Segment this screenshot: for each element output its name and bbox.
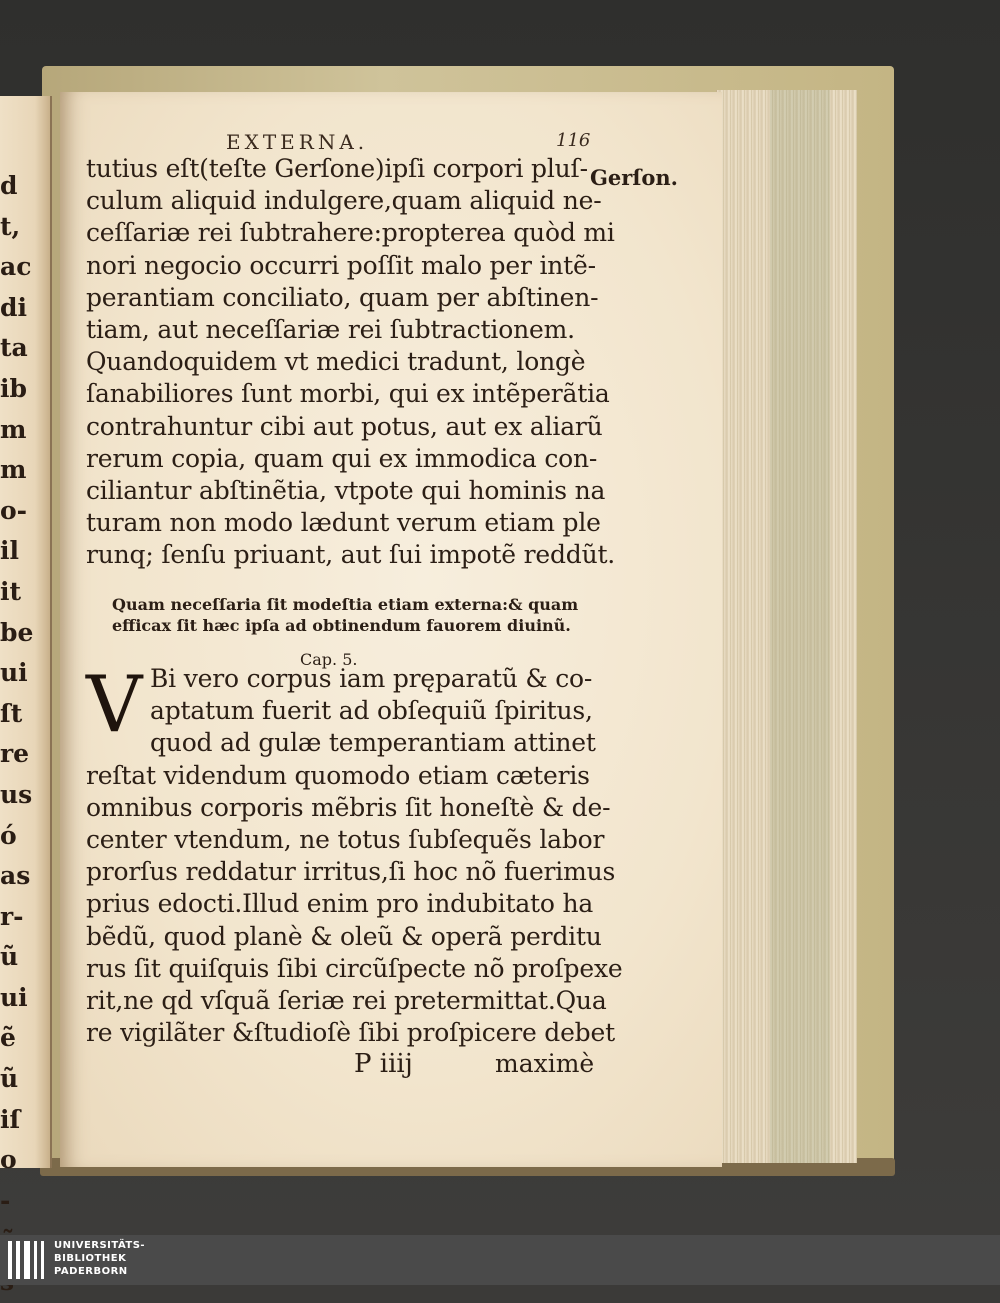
text-line: center vtendum, ne totus ſubſequẽs labor — [86, 824, 605, 854]
previous-page-fragment: r- — [0, 901, 24, 931]
previous-page-fragment: ſt — [0, 698, 23, 728]
text-line: aptatum fuerit ad obſequiũ ſpiritus, — [150, 696, 593, 726]
text-line: contrahuntur cibi aut potus, aut ex aliarũ — [86, 411, 603, 441]
library-footer-bar — [0, 1235, 1000, 1285]
previous-page-fragment: ũ — [0, 942, 19, 972]
previous-page-fragment: us — [0, 779, 33, 809]
text-line: prius edocti.Illud enim pro indubitato ha — [86, 889, 594, 919]
previous-page-fragment: d — [0, 171, 18, 200]
chapter-number: Cap. 5. — [300, 650, 358, 669]
logo-line: PADERBORN — [54, 1266, 128, 1277]
logo-line: UNIVERSITÄTS- — [54, 1240, 146, 1251]
margin-note: Gerſon. — [590, 165, 678, 190]
previous-page-fragment: ũ — [0, 1064, 19, 1094]
signature-mark: P iiij — [354, 1049, 413, 1079]
paragraph-1 — [86, 153, 616, 571]
previous-page-fragment: it — [0, 576, 22, 606]
previous-page-fragment: o — [0, 1145, 17, 1175]
previous-page-fragment: ẽ — [0, 1023, 16, 1053]
previous-page-text-fragments — [0, 166, 34, 1303]
text-line: culum aliquid indulgere,quam aliquid ne- — [86, 186, 602, 216]
text-line: rerum copia, quam qui ex immodica con- — [86, 443, 598, 473]
text-line: ſanabiliores ſunt morbi, qui ex intẽperãtia — [86, 379, 610, 409]
text-line: runq; ſenſu priuant, aut ſui impotẽ reddũt. — [86, 540, 616, 570]
page-number: 116 — [556, 130, 591, 151]
text-line: nori negocio occurri poſſit malo per intẽ- — [86, 250, 596, 280]
previous-page-fragment: as — [0, 861, 31, 891]
text-line: re vigilãter &ſtudioſè ſibi proſpicere debet — [86, 1018, 615, 1048]
text-line: rit,ne qd vſquã ſeriæ rei pretermittat.Qua — [86, 985, 607, 1015]
previous-page-fragment: t, — [0, 211, 21, 241]
text-line: omnibus corporis mẽbris ſit honeſtè & de- — [86, 792, 611, 822]
previous-page-fragment: ó — [0, 820, 17, 850]
previous-page-edge — [0, 96, 52, 1215]
fore-edge-staining — [770, 90, 830, 1163]
previous-page-fragment: ac — [0, 252, 32, 282]
previous-page-fragment: be — [0, 617, 34, 647]
text-line: rus ſit quiſquis ſibi circũſpecte nõ proſpexe — [86, 953, 623, 983]
paragraph-2 — [86, 660, 623, 1049]
library-logo-icon — [8, 1241, 44, 1279]
library-logo-text — [54, 1239, 145, 1278]
previous-page-fragment: m — [0, 455, 27, 485]
text-line: Quandoquidem vt medici tradunt, longè — [86, 347, 586, 377]
text-line: tutius eſt(teſte Gerſone)ipſi corpori pluſ- — [86, 154, 588, 183]
chapter-heading — [112, 594, 592, 636]
text-line: ciliantur abſtinẽtia, vtpote qui hominis na — [86, 475, 606, 505]
text-line: perantiam conciliato, quam per abſtinen- — [86, 282, 599, 312]
text-line: reſtat videndum quomodo etiam cæteris — [86, 760, 590, 790]
logo-line: BIBLIOTHEK — [54, 1253, 127, 1264]
previous-page-fragment: di — [0, 292, 27, 322]
text-line: quod ad gulæ temperantiam attinet — [150, 728, 596, 758]
previous-page-fragment: ui — [0, 982, 28, 1012]
previous-page-fragment: m — [0, 414, 27, 444]
running-head: EXTERNA. — [226, 130, 369, 154]
text-line: tiam, aut neceſſariæ rei ſubtractionem. — [86, 314, 575, 344]
previous-page-fragment: re — [0, 739, 30, 769]
chapter-heading-line: efficax ſit hæc ipſa ad obtinendum fauorem diuinũ. — [112, 616, 571, 635]
text-line: prorſus reddatur irritus,ſi hoc nõ fuerimus — [86, 857, 616, 887]
chapter-heading-line: Quam neceſſaria ſit modeſtia etiam externa:& quam — [112, 595, 579, 614]
text-line: Bi vero corpus iam pręparatũ & co- — [150, 664, 593, 693]
previous-page-fragment: - — [0, 1185, 11, 1215]
previous-page-fragment: ui — [0, 658, 28, 688]
drop-initial: V — [86, 660, 143, 750]
previous-page-fragment: iſ — [0, 1104, 21, 1134]
text-line: turam non modo lædunt verum etiam ple — [86, 508, 601, 538]
text-line: bẽdũ, quod planè & oleũ & operã perditu — [86, 921, 602, 951]
previous-page-fragment: il — [0, 536, 19, 566]
previous-page-fragment: ib — [0, 373, 27, 403]
previous-page-fragment: o- — [0, 495, 28, 525]
previous-page-fragment: ta — [0, 333, 28, 363]
text-line: ceſſariæ rei ſubtrahere:propterea quòd mi — [86, 218, 615, 248]
catchword: maximè — [495, 1049, 595, 1078]
